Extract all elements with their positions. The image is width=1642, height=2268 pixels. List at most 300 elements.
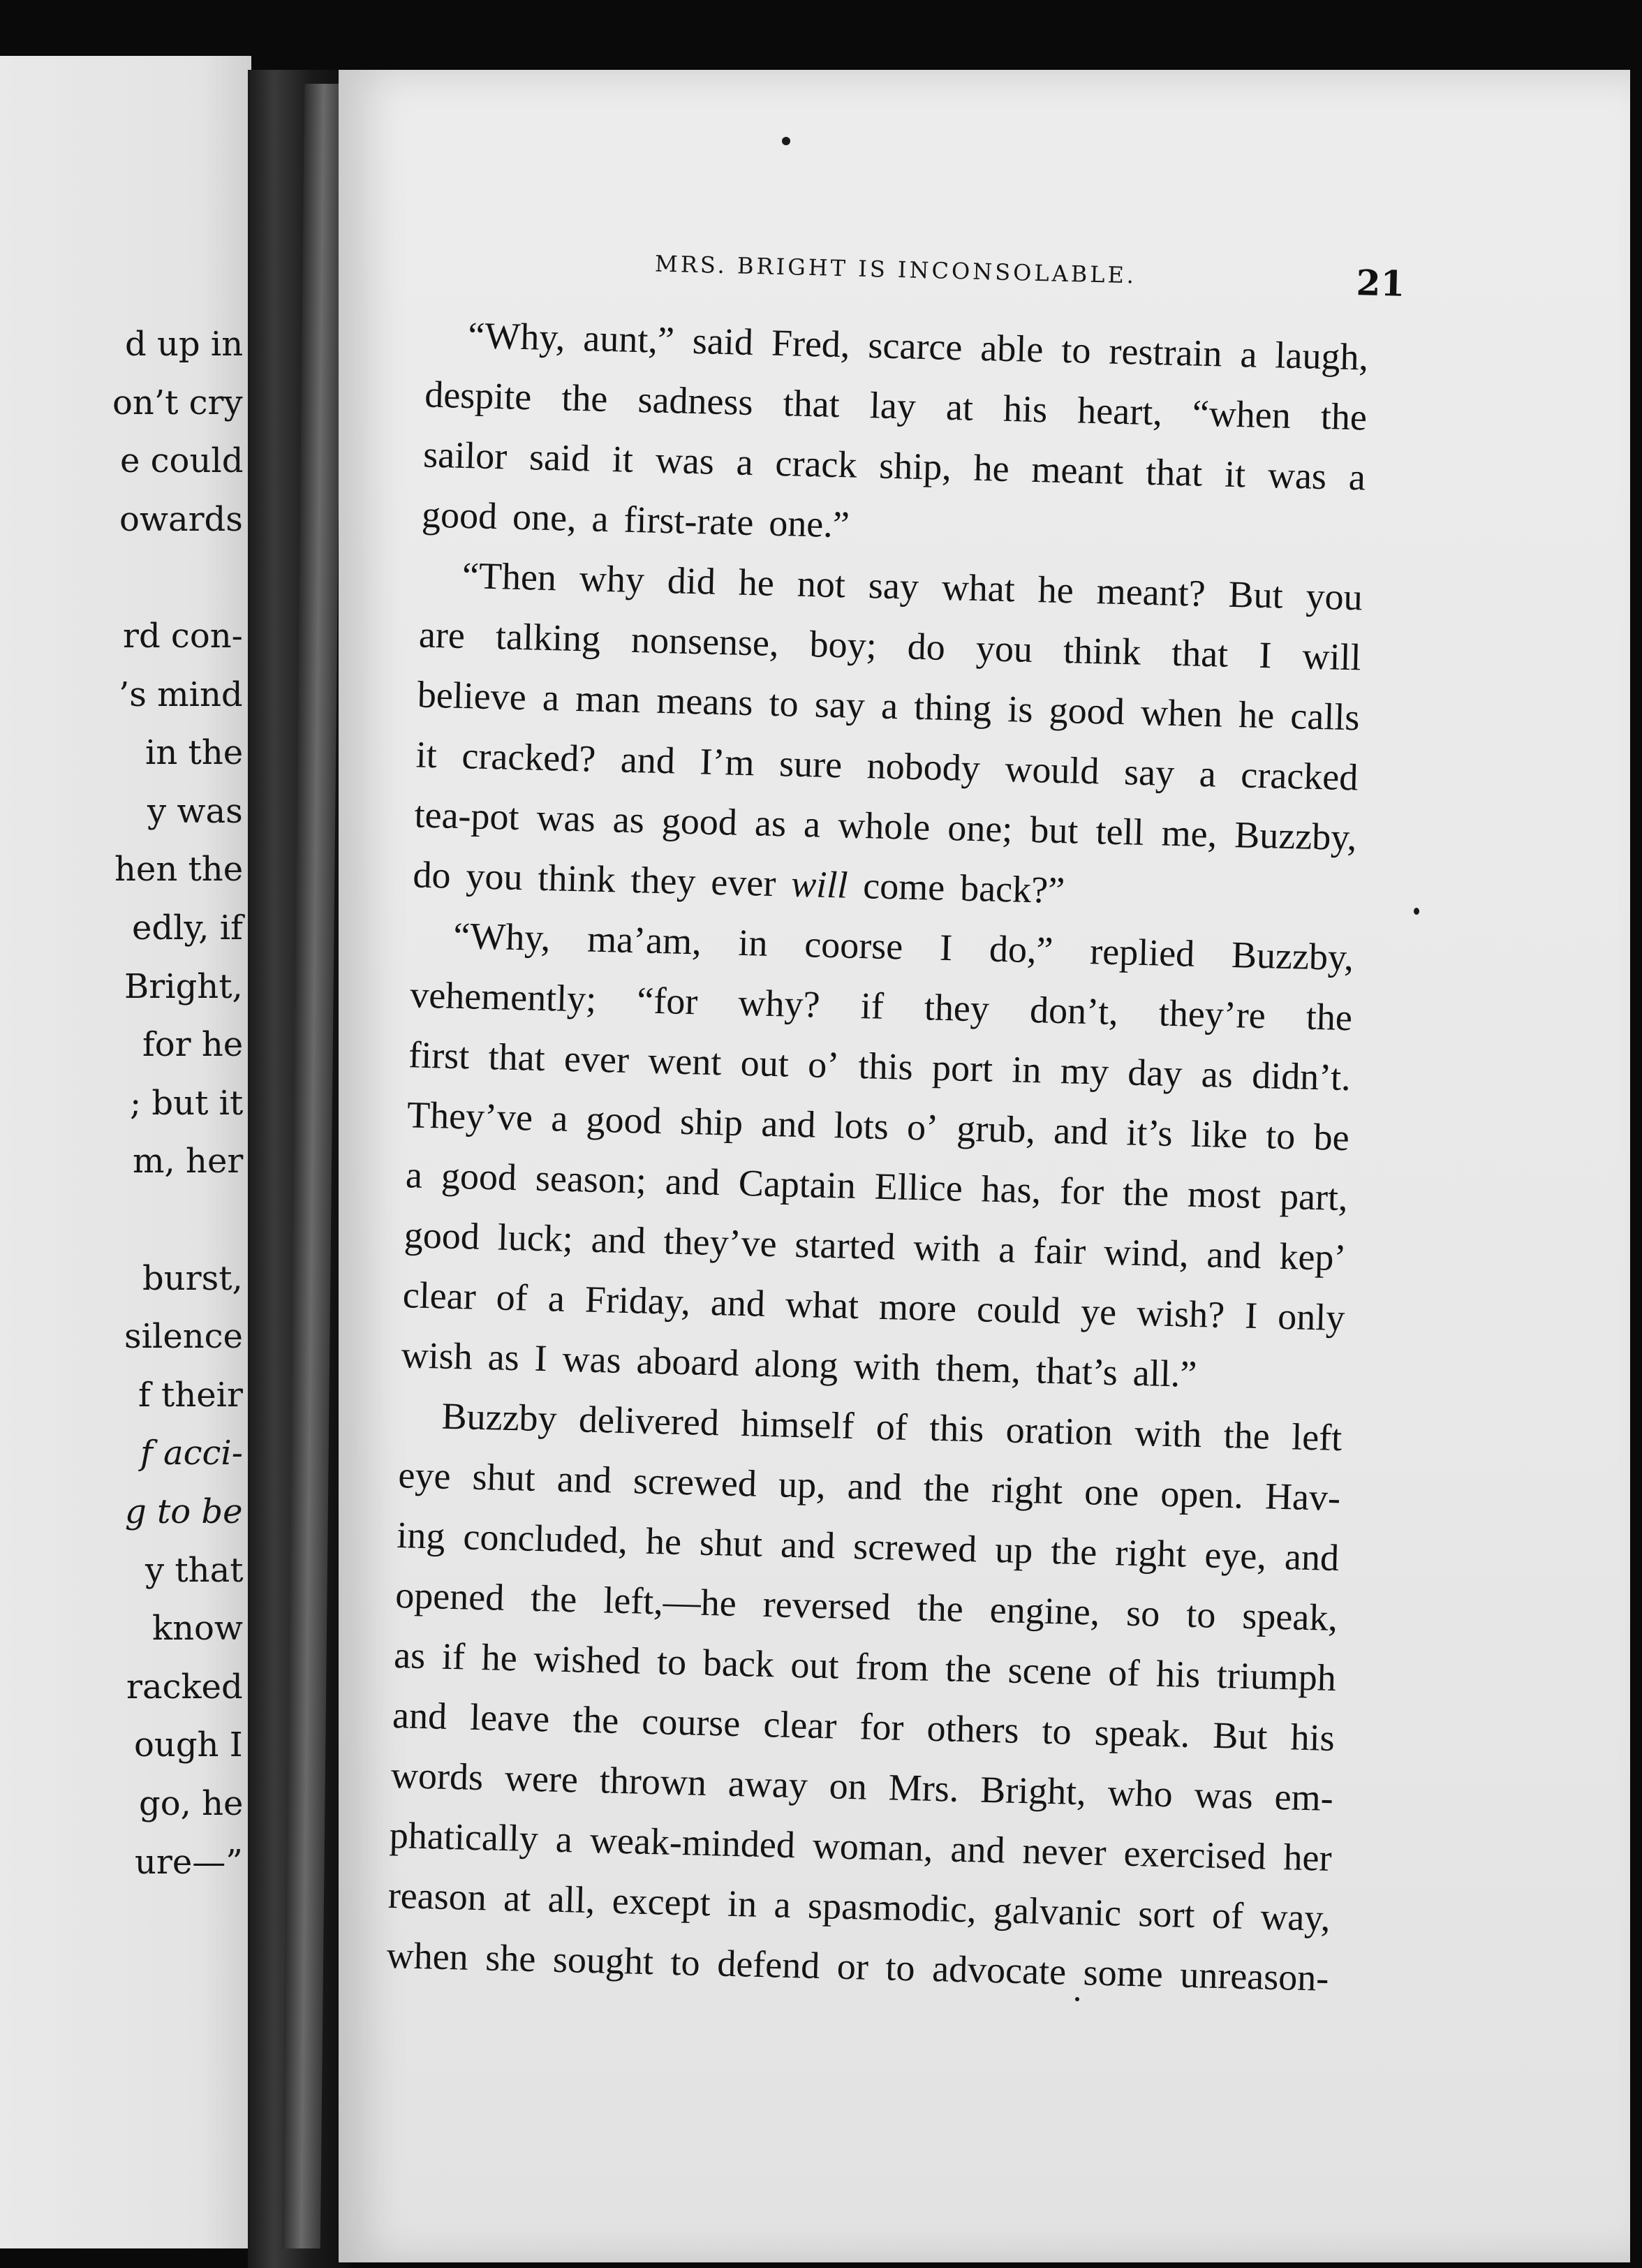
word: you bbox=[1305, 575, 1363, 619]
word: a bbox=[1239, 333, 1258, 376]
word: nobody bbox=[866, 744, 981, 790]
word: of bbox=[1107, 1651, 1141, 1695]
word: defend bbox=[716, 1942, 820, 1987]
word: and bbox=[847, 1464, 903, 1508]
word: season; bbox=[535, 1156, 647, 1202]
word: means bbox=[656, 679, 754, 724]
word: unreason- bbox=[1179, 1953, 1330, 1999]
word: a bbox=[542, 676, 560, 719]
word: “for bbox=[636, 979, 699, 1023]
word: do,” bbox=[989, 927, 1054, 971]
word: the bbox=[561, 376, 609, 420]
word: screwed bbox=[852, 1525, 977, 1570]
word: grub, bbox=[956, 1107, 1036, 1151]
word: first bbox=[408, 1033, 471, 1077]
word: for bbox=[1059, 1170, 1104, 1213]
word: in bbox=[727, 1882, 757, 1925]
left-page-line: burst, bbox=[142, 1258, 243, 1298]
word: one.” bbox=[768, 501, 850, 546]
word: he bbox=[972, 446, 1010, 490]
word: boy; bbox=[808, 623, 878, 667]
word: are bbox=[418, 613, 466, 657]
word: that bbox=[1145, 450, 1204, 494]
word: wish bbox=[401, 1334, 473, 1378]
word: sort bbox=[1137, 1892, 1196, 1936]
word: more bbox=[878, 1285, 957, 1330]
word: good bbox=[661, 800, 738, 844]
left-page-line: owards bbox=[119, 499, 243, 539]
word: why bbox=[579, 557, 645, 601]
word: his bbox=[1003, 387, 1048, 431]
word: others bbox=[926, 1707, 1020, 1751]
word: they’re bbox=[1158, 992, 1266, 1037]
word: this bbox=[929, 1406, 985, 1450]
word: say bbox=[868, 564, 919, 608]
word: right bbox=[1114, 1531, 1188, 1575]
word: em- bbox=[1273, 1775, 1334, 1819]
word: to bbox=[885, 1946, 916, 1989]
word: Friday, bbox=[584, 1278, 691, 1323]
word: away bbox=[727, 1762, 808, 1806]
word: to bbox=[768, 682, 799, 725]
word: scarce bbox=[867, 324, 963, 369]
word: ing bbox=[396, 1514, 446, 1557]
word: and bbox=[780, 1523, 836, 1567]
word: as bbox=[754, 802, 787, 845]
left-page-line: hen the bbox=[114, 850, 244, 890]
word: but bbox=[1029, 808, 1079, 852]
word: the bbox=[917, 1586, 964, 1630]
word: the bbox=[530, 1577, 578, 1621]
word: and bbox=[392, 1693, 448, 1737]
word: you bbox=[975, 626, 1033, 670]
word: they bbox=[630, 858, 697, 903]
left-page-line: in the bbox=[145, 733, 244, 773]
word: he bbox=[1238, 693, 1275, 737]
left-page-line: Bright, bbox=[124, 966, 243, 1006]
word: and bbox=[1284, 1536, 1340, 1580]
word: with bbox=[852, 1344, 922, 1389]
word: what bbox=[941, 566, 1016, 610]
word: thrown bbox=[599, 1759, 707, 1804]
word: good bbox=[404, 1214, 480, 1258]
word: tell bbox=[1095, 810, 1145, 853]
word: a bbox=[555, 1818, 573, 1861]
word: when bbox=[386, 1934, 469, 1978]
word: out bbox=[790, 1643, 840, 1687]
word: sailor bbox=[422, 433, 508, 478]
word: shut bbox=[471, 1455, 536, 1499]
word: a bbox=[550, 1097, 569, 1140]
word: words bbox=[390, 1753, 484, 1799]
word: laugh, bbox=[1274, 334, 1369, 378]
word: and bbox=[949, 1827, 1006, 1871]
scan-speck bbox=[1414, 908, 1419, 915]
word: never bbox=[1021, 1829, 1107, 1874]
word: didn’t. bbox=[1251, 1054, 1352, 1099]
scan-speck bbox=[782, 137, 790, 145]
word: spasmodic, bbox=[807, 1884, 977, 1931]
word: except bbox=[612, 1879, 711, 1924]
word: ma’am, bbox=[586, 918, 702, 963]
word: to bbox=[1265, 1114, 1296, 1158]
word: day bbox=[1127, 1051, 1183, 1095]
word: a bbox=[773, 1883, 792, 1926]
left-page-line: m, her bbox=[133, 1142, 244, 1181]
word: Bright, bbox=[979, 1768, 1087, 1813]
word: to bbox=[656, 1640, 687, 1684]
word: port bbox=[931, 1046, 993, 1090]
left-page-line: ough I bbox=[134, 1725, 243, 1765]
word: at bbox=[945, 385, 974, 429]
previous-page-fragment bbox=[0, 56, 251, 2248]
word: do bbox=[412, 853, 452, 897]
book-page bbox=[339, 70, 1630, 2262]
word: “Why, bbox=[467, 314, 566, 359]
word: sought bbox=[552, 1938, 654, 1983]
word: along bbox=[753, 1342, 839, 1387]
word: that bbox=[487, 1036, 546, 1080]
word: so bbox=[1125, 1591, 1161, 1635]
word: a bbox=[547, 1277, 565, 1320]
word: exercised bbox=[1123, 1832, 1267, 1878]
word: one; bbox=[947, 807, 1014, 850]
word: and bbox=[556, 1457, 612, 1501]
word: vehemently; bbox=[409, 973, 597, 1020]
left-page-line: f acci- bbox=[140, 1434, 243, 1473]
word: Buzzby, bbox=[1231, 934, 1354, 979]
word: to bbox=[1060, 328, 1092, 371]
word: delivered bbox=[578, 1398, 720, 1444]
word: was bbox=[655, 439, 715, 483]
word: o’ bbox=[906, 1105, 939, 1149]
word: good bbox=[586, 1098, 663, 1142]
word: left,—he bbox=[602, 1579, 737, 1624]
word: will bbox=[790, 862, 849, 906]
running-head: MRS. BRIGHT IS INCONSOLABLE. bbox=[654, 250, 1137, 289]
word: believe bbox=[417, 673, 527, 719]
word: o’ bbox=[807, 1043, 840, 1087]
word: the bbox=[1050, 1529, 1098, 1573]
left-page-line: y was bbox=[147, 791, 243, 831]
word: lots bbox=[834, 1104, 889, 1148]
word: were bbox=[504, 1756, 579, 1801]
word: They’ve bbox=[406, 1094, 533, 1139]
left-page-line: ; but it bbox=[130, 1083, 244, 1123]
word: and bbox=[665, 1160, 720, 1204]
word: course bbox=[641, 1700, 741, 1745]
word: with bbox=[1134, 1411, 1203, 1456]
word: with bbox=[912, 1226, 982, 1270]
word: come bbox=[862, 864, 946, 908]
word: himself bbox=[740, 1402, 855, 1448]
word: coorse bbox=[804, 923, 904, 968]
word: thing bbox=[913, 685, 993, 730]
word: started bbox=[794, 1223, 896, 1268]
word: all, bbox=[547, 1878, 596, 1922]
left-page-line: e could bbox=[120, 441, 244, 481]
word: will bbox=[1301, 635, 1362, 679]
word: Captain bbox=[738, 1161, 857, 1207]
word: only bbox=[1277, 1295, 1346, 1339]
word: the bbox=[945, 1647, 992, 1691]
word: you bbox=[465, 855, 524, 899]
word: “Then bbox=[461, 554, 557, 599]
word: I bbox=[534, 1336, 548, 1380]
word: of bbox=[1211, 1894, 1244, 1937]
word: “when bbox=[1192, 392, 1292, 436]
word: some bbox=[1083, 1951, 1164, 1996]
word: open. bbox=[1160, 1472, 1244, 1517]
word: and bbox=[1206, 1233, 1262, 1277]
word: the bbox=[1122, 1171, 1169, 1214]
word: eye, bbox=[1204, 1533, 1267, 1577]
word: concluded, bbox=[462, 1515, 628, 1562]
word: sadness bbox=[637, 378, 754, 424]
word: what bbox=[785, 1283, 859, 1327]
word: ship bbox=[679, 1100, 744, 1144]
word: his bbox=[1155, 1652, 1201, 1696]
word: say bbox=[1123, 751, 1175, 794]
word: like bbox=[1190, 1112, 1248, 1156]
word: Mrs. bbox=[888, 1766, 960, 1810]
word: this bbox=[857, 1045, 914, 1088]
word: sure bbox=[778, 742, 843, 786]
word: Ellice bbox=[874, 1165, 963, 1209]
word: would bbox=[1004, 748, 1100, 793]
word: say bbox=[814, 683, 866, 727]
left-page-line: f their bbox=[138, 1375, 243, 1415]
left-page-line: g to be bbox=[125, 1492, 243, 1531]
word: as bbox=[487, 1336, 520, 1379]
word: a bbox=[405, 1154, 423, 1196]
word: aboard bbox=[635, 1339, 740, 1384]
word: ever bbox=[563, 1037, 630, 1081]
word: kep’ bbox=[1278, 1235, 1347, 1279]
word: a bbox=[735, 441, 754, 484]
word: ever bbox=[710, 860, 777, 905]
word: as bbox=[612, 798, 645, 841]
word: was bbox=[536, 796, 596, 840]
word: good bbox=[1049, 688, 1125, 733]
word: a bbox=[591, 497, 609, 540]
left-page-line: y that bbox=[145, 1550, 244, 1590]
left-page-line: racked bbox=[126, 1667, 243, 1707]
word: was bbox=[1267, 454, 1327, 498]
word: they bbox=[924, 986, 990, 1030]
left-page-line: for he bbox=[142, 1025, 244, 1065]
word: weak-minded bbox=[589, 1818, 796, 1866]
word: that’s bbox=[1035, 1349, 1118, 1394]
word: ship, bbox=[878, 444, 952, 489]
word: it’s bbox=[1125, 1111, 1174, 1155]
word: opened bbox=[394, 1574, 505, 1619]
word: Hav- bbox=[1264, 1475, 1341, 1519]
word: scene bbox=[1007, 1649, 1093, 1693]
word: in bbox=[737, 921, 769, 964]
word: wish? bbox=[1136, 1291, 1225, 1336]
word: it bbox=[415, 733, 438, 776]
word: engine, bbox=[989, 1588, 1100, 1633]
word: part, bbox=[1279, 1174, 1349, 1219]
word: and bbox=[1053, 1109, 1109, 1153]
word: has, bbox=[981, 1168, 1042, 1212]
left-page-line: know bbox=[152, 1609, 243, 1649]
word: phatically bbox=[389, 1813, 539, 1860]
page-number: 21 bbox=[1355, 262, 1406, 304]
word: up, bbox=[778, 1463, 827, 1507]
word: when bbox=[1140, 691, 1223, 735]
word: do bbox=[907, 625, 946, 668]
word: Buzzby, bbox=[1234, 813, 1358, 859]
word: said bbox=[528, 436, 591, 480]
word: good bbox=[421, 493, 498, 538]
word: that bbox=[1171, 631, 1229, 675]
word: reason bbox=[387, 1873, 487, 1919]
word: right bbox=[991, 1468, 1063, 1512]
word: one, bbox=[512, 495, 577, 539]
word: she bbox=[485, 1936, 537, 1980]
word: wind, bbox=[1103, 1230, 1190, 1275]
word: or bbox=[836, 1945, 869, 1988]
word: able bbox=[979, 326, 1044, 371]
word: it bbox=[612, 438, 634, 480]
word: wished bbox=[533, 1637, 642, 1682]
word: shut bbox=[699, 1521, 763, 1565]
word: talking bbox=[495, 615, 601, 660]
word: leave bbox=[469, 1695, 550, 1740]
word: eye bbox=[397, 1454, 452, 1497]
word: as bbox=[1201, 1053, 1234, 1096]
word: speak, bbox=[1241, 1594, 1338, 1640]
word: why? bbox=[737, 981, 821, 1026]
word: could bbox=[976, 1288, 1061, 1332]
word: out bbox=[740, 1041, 790, 1085]
word: cracked bbox=[1240, 753, 1359, 799]
word: aunt,” bbox=[582, 317, 675, 362]
left-page-line: rd con- bbox=[123, 617, 243, 656]
word: first-rate bbox=[623, 498, 755, 544]
word: he bbox=[645, 1519, 682, 1563]
word: Buzzby bbox=[441, 1394, 558, 1440]
word: think bbox=[537, 856, 616, 901]
word: and bbox=[591, 1218, 646, 1262]
word: if bbox=[860, 985, 885, 1027]
word: one bbox=[1083, 1471, 1140, 1515]
word: the bbox=[1306, 995, 1353, 1039]
body-text bbox=[386, 304, 1369, 2008]
word: to bbox=[1042, 1709, 1072, 1753]
word: I bbox=[1258, 633, 1273, 677]
word: reversed bbox=[762, 1582, 892, 1628]
word: meant bbox=[1030, 448, 1125, 493]
word: heart, bbox=[1077, 389, 1163, 434]
word: said bbox=[692, 319, 754, 364]
left-page-line: silence bbox=[124, 1317, 243, 1357]
word: not bbox=[797, 562, 846, 606]
word: man bbox=[575, 677, 641, 721]
word: a bbox=[1199, 752, 1217, 795]
word: of bbox=[875, 1405, 908, 1448]
word: at bbox=[503, 1876, 532, 1920]
word: they’ve bbox=[663, 1220, 778, 1265]
word: to bbox=[670, 1941, 701, 1984]
word: up bbox=[994, 1529, 1033, 1572]
word: in bbox=[1011, 1048, 1042, 1091]
word: “Why, bbox=[452, 914, 552, 959]
word: and bbox=[710, 1281, 766, 1325]
word: speak. bbox=[1094, 1711, 1191, 1755]
word: crack bbox=[774, 441, 858, 486]
word: that bbox=[783, 382, 841, 426]
word: oration bbox=[1005, 1408, 1114, 1454]
word: But bbox=[1212, 1714, 1269, 1758]
word: went bbox=[647, 1039, 723, 1084]
word: clear bbox=[762, 1702, 838, 1747]
word: a bbox=[880, 684, 898, 728]
word: be bbox=[1312, 1115, 1350, 1159]
word: I bbox=[939, 926, 953, 969]
word: is bbox=[1007, 688, 1034, 730]
word: calls bbox=[1289, 694, 1361, 739]
word: from bbox=[855, 1645, 930, 1689]
word: replied bbox=[1089, 930, 1195, 975]
word: of bbox=[496, 1276, 528, 1319]
word: left bbox=[1291, 1415, 1343, 1459]
word: nonsense, bbox=[630, 618, 780, 665]
word: despite bbox=[424, 373, 533, 418]
word: don’t, bbox=[1029, 989, 1119, 1033]
word: I bbox=[1244, 1294, 1258, 1337]
word: galvanic bbox=[993, 1889, 1122, 1934]
word: way, bbox=[1259, 1895, 1331, 1939]
word: a bbox=[998, 1228, 1016, 1271]
word: screwed bbox=[633, 1459, 757, 1505]
word: think bbox=[1063, 629, 1141, 673]
word: to bbox=[1185, 1593, 1217, 1636]
left-page-line: go, he bbox=[139, 1784, 244, 1823]
left-page-line: ’s mind bbox=[119, 675, 243, 714]
word: was bbox=[561, 1337, 622, 1381]
word: back bbox=[702, 1641, 775, 1686]
word: good bbox=[441, 1154, 517, 1199]
word: the bbox=[1223, 1413, 1271, 1457]
word: restrain bbox=[1108, 330, 1223, 375]
word: was bbox=[1194, 1774, 1254, 1818]
scan-speck bbox=[1075, 1997, 1079, 2001]
word: and bbox=[620, 738, 676, 782]
left-page-line: d up in bbox=[125, 325, 244, 364]
word: he bbox=[481, 1636, 518, 1679]
word: who bbox=[1107, 1772, 1174, 1816]
word: whole bbox=[837, 804, 931, 848]
word: luck; bbox=[497, 1216, 574, 1260]
word: back?” bbox=[959, 867, 1065, 912]
left-page-line: edly, if bbox=[132, 908, 243, 948]
word: ye bbox=[1080, 1290, 1117, 1334]
word: his bbox=[1289, 1716, 1336, 1759]
word: woman, bbox=[812, 1824, 934, 1869]
word: as bbox=[393, 1634, 426, 1677]
word: a bbox=[1348, 455, 1366, 499]
word: for bbox=[859, 1705, 905, 1748]
word: But bbox=[1227, 573, 1284, 617]
word: clear bbox=[402, 1274, 477, 1318]
word: tea-pot bbox=[413, 793, 520, 839]
word: my bbox=[1060, 1050, 1109, 1093]
word: a bbox=[803, 803, 821, 846]
word: Fred, bbox=[771, 321, 851, 366]
